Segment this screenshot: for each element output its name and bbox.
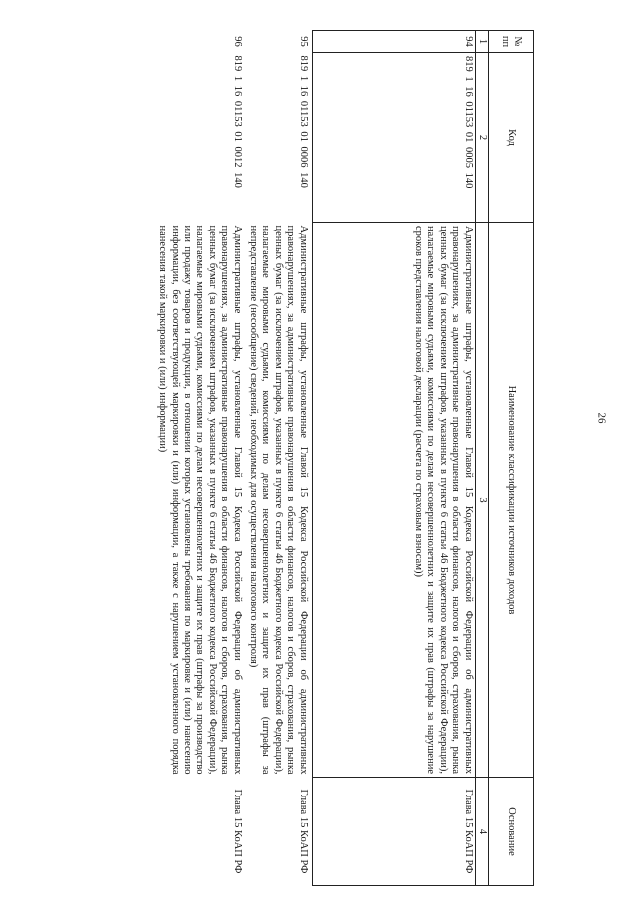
row-number: 95 (297, 36, 309, 47)
row-code: 819 1 16 01153 01 0006 140 (297, 55, 309, 188)
table-row (246, 31, 313, 886)
header-code: Код (489, 53, 534, 223)
row-name: Административные штрафы, установленные Главой 15 Кодекса Российской Федерации об административных правонарушениях, за административные правонарушения в области финансов, налогов и сборов, страхования, рынка ценных бумаг (за исключением штрафов, указанных в пункте 6 статьи 46 Бюджетного кодекса Российской Федерации), налагаемые мировыми судьями, комиссиями по делам несовершеннолетних и защите их прав (штрафы за нарушение сроков представления налоговой декларации (расчета по страховым взносам)) (312, 223, 475, 778)
row-name: Административные штрафы, установленные Главой 15 Кодекса Российской Федерации об административных правонарушениях, за административные правонарушения в области финансов, налогов и сборов, страхования, рынка ценных бумаг (за исключением штрафов, указанных в пункте 6 статьи 46 Бюджетного кодекса Российской Федерации), налагаемые мировыми судьями, комиссиями по делам несовершеннолетних и защите их прав (штрафы за производство или продажу товаров и продукции, в отношении которых установлены требования по маркировке и (или) нанесению информации, без соответствующей маркировки и (или) информации, а также с нарушением установленного порядка нанесения такой маркировки и (или) информации) (157, 225, 243, 775)
header-no: № пп (489, 31, 534, 53)
column-number: 4 (475, 778, 488, 886)
row-basis: Глава 15 КоАП РФ (297, 789, 309, 874)
row-number: 96 (231, 36, 243, 47)
row-code: 819 1 16 01153 01 0012 140 (231, 55, 243, 188)
column-number: 1 (475, 31, 488, 53)
table-header-row (489, 31, 534, 886)
column-number-row (475, 31, 488, 886)
table-row (155, 31, 246, 886)
income-classification-table (155, 30, 534, 886)
column-number: 3 (475, 223, 488, 778)
row-basis: Глава 15 КоАП РФ (312, 778, 475, 886)
column-number: 2 (475, 53, 488, 223)
page-number: 26 (595, 412, 608, 424)
row-name: Административные штрафы, установленные Главой 15 Кодекса Российской Федерации об административных правонарушениях, за административные правонарушения в области финансов, налогов и сборов, страхования, рынка ценных бумаг (за исключением штрафов, указанных в пункте 6 статьи 46 Бюджетного кодекса Российской Федерации), налагаемые мировыми судьями, комиссиями по делам несовершеннолетних и защите их прав (штрафы за непредставление (несообщение) сведений, необходимых для осуществления налогового контроля) (247, 225, 309, 775)
row-number: 94 (312, 31, 475, 53)
table-row (312, 31, 475, 886)
row-basis: Глава 15 КоАП РФ (231, 789, 243, 874)
header-name: Наименование классификации источников доходов (489, 223, 534, 778)
row-code: 819 1 16 01153 01 0005 140 (312, 53, 475, 223)
rotated-page-content (64, 30, 534, 885)
header-basis: Основание (489, 778, 534, 886)
